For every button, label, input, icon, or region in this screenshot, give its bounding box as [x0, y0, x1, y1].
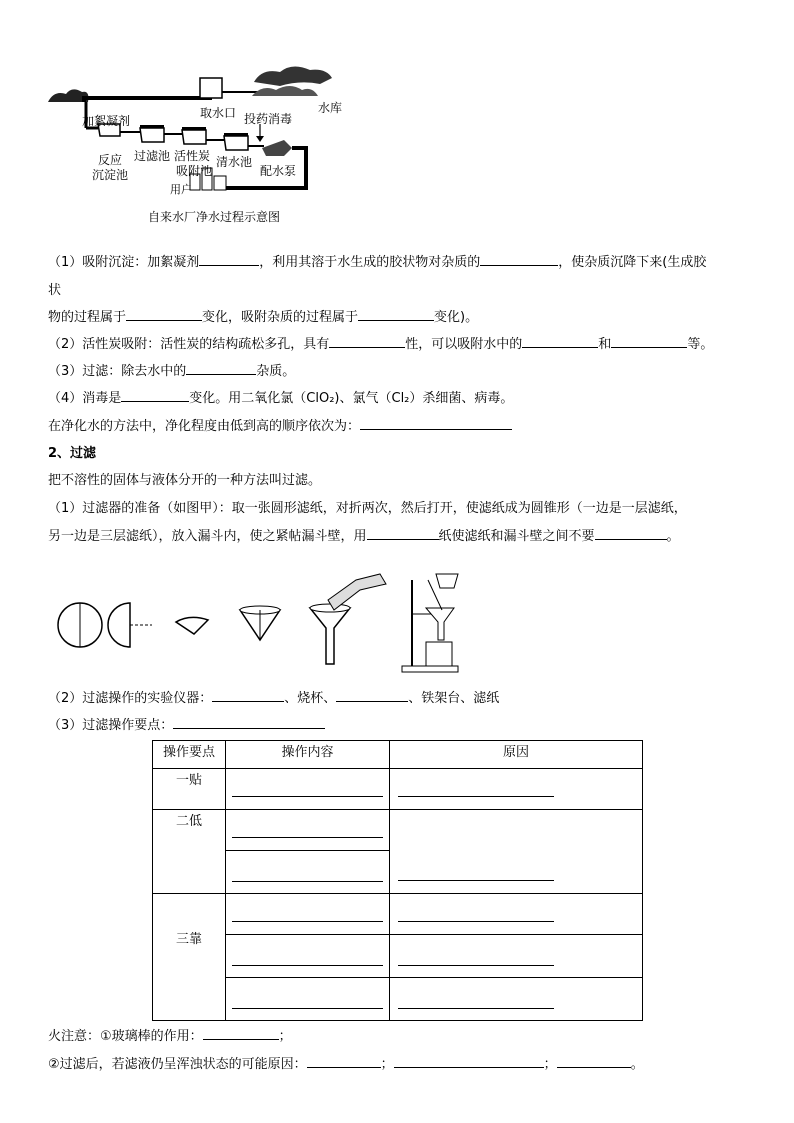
cell-three-lean-content-1[interactable] [226, 894, 390, 935]
text-p1b: ，利用其溶于水生成的胶状物对杂质的 [259, 255, 481, 270]
blank-instrument-2[interactable] [336, 687, 408, 702]
filter-prep-line2: 另一边是三层滤纸），放入漏斗内，使之紧帖漏斗壁，用 纸使滤纸和漏斗壁之间不要 。 [48, 525, 680, 544]
paragraph-change-type [48, 306, 478, 325]
blank-adsorb-1[interactable] [522, 333, 598, 348]
label-clean-water-tank: 清水池 [216, 155, 253, 169]
blank-glass-rod[interactable] [203, 1025, 279, 1040]
instruments-line [48, 687, 499, 706]
header-reason: 原因 [390, 741, 643, 769]
text-p2c: 和 [598, 337, 612, 352]
row-three-lean [153, 894, 226, 1021]
filter-paper-quarter [176, 617, 208, 634]
blank-key-points[interactable] [173, 714, 325, 729]
text-p1a: （1）吸附沉淀：加絮凝剂 [48, 255, 200, 270]
label-distribution-pump: 配水泵 [260, 164, 297, 178]
text-n2b: ； [380, 1057, 394, 1072]
filter-paper-folding-figure [50, 570, 470, 675]
text-q1c: 纸使滤纸和漏斗壁之间不要 [438, 529, 595, 544]
blank-impurity[interactable] [186, 360, 256, 375]
blank-property[interactable] [329, 333, 405, 348]
blank-instrument-1[interactable] [212, 687, 284, 702]
clean-water-tank [224, 136, 248, 150]
label-reservoir: 水库 [318, 101, 343, 115]
funnel-icon [310, 608, 350, 664]
text-n2a: ②过滤后，若滤液仍呈浑浊状态的可能原因： [48, 1057, 307, 1072]
cell-three-lean-content-2[interactable] [226, 935, 390, 978]
paragraph-purification-order [48, 415, 512, 434]
note-turbid-filtrate [48, 1053, 644, 1072]
blank-adsorb[interactable] [480, 251, 558, 266]
cell-two-low-content-2[interactable] [226, 851, 390, 894]
carbon-tank [182, 130, 206, 144]
text-p1g: 变化)。 [434, 310, 479, 325]
text-q2c: 、铁架台、滤纸 [408, 691, 500, 706]
cell-one-stick-reason[interactable] [390, 769, 643, 810]
filter-prep-line1: （1）过滤器的准备（如图甲）：取一张圆形滤纸，对折两次，然后打开，使滤纸成为圆锥形（一边是一层滤纸， [48, 501, 687, 516]
header-operation: 操作内容 [226, 741, 390, 769]
diagram-caption: 自来水厂净水过程示意图 [148, 210, 281, 224]
label-three-lean: 三靠 [175, 931, 202, 947]
label-one-stick: 一贴 [175, 773, 202, 788]
water-treatment-flow-figure [40, 62, 360, 202]
text-p1c: ，使杂质沉降下来(生成胶 [558, 255, 707, 270]
note-glass-rod [48, 1025, 292, 1044]
user-building-icon [214, 176, 226, 190]
text-p1d: 状 [48, 283, 62, 298]
text-p3b: 杂质。 [256, 364, 296, 379]
text-p1e: 物的过程属于 [48, 310, 127, 325]
label-user: 用户 [170, 183, 192, 196]
filtration-definition: 把不溶性的固体与液体分开的一种方法叫过滤。 [48, 473, 322, 488]
label-reaction: 反应 [98, 153, 123, 167]
text-q3: （3）过滤操作要点： [48, 718, 174, 733]
blank-coagulant[interactable] [199, 251, 259, 266]
pouring-beaker-icon [436, 574, 458, 588]
text-p2d: 等。 [687, 337, 714, 352]
paragraph-filtration [48, 360, 295, 379]
blank-reason-3[interactable] [557, 1053, 631, 1068]
label-filter-tank: 过滤池 [134, 149, 171, 163]
cell-three-lean-reason-3[interactable] [390, 978, 643, 1021]
label-sedimentation-tank: 沉淀池 [92, 168, 129, 182]
cell-two-low-content-1[interactable] [226, 810, 390, 851]
cell-one-stick-content[interactable] [226, 769, 390, 810]
blank-bubbles[interactable] [595, 525, 667, 540]
section-title-filtration: 2、过滤 [48, 446, 97, 461]
label-two-low: 二低 [175, 814, 202, 829]
text-n1b: ； [278, 1029, 292, 1044]
row-two-low [153, 810, 226, 894]
text-q2b: 、烧杯、 [284, 691, 337, 706]
cell-three-lean-content-3[interactable] [226, 978, 390, 1021]
blank-change-1[interactable] [126, 306, 202, 321]
beaker-icon [426, 642, 452, 666]
text-n1a: 火注意：①玻璃棒的作用： [48, 1029, 203, 1044]
reservoir-hill-icon [252, 86, 318, 96]
cell-two-low-reason[interactable] [390, 810, 643, 894]
filtration-operations-table [152, 740, 643, 1021]
text-n2d: 。 [630, 1057, 644, 1072]
key-points-line [48, 714, 325, 733]
filter-paper-half [108, 603, 130, 647]
filter-tank [140, 128, 164, 142]
reservoir-cloud-icon [254, 66, 332, 86]
blank-adsorb-2[interactable] [611, 333, 687, 348]
text-p5: 在净化水的方法中，净化程度由低到高的顺序依次为： [48, 419, 361, 434]
label-add-disinfectant: 投药消毒 [244, 112, 293, 126]
intake-box [200, 78, 222, 98]
text-p2a: （2）活性炭吸附：活性炭的结构疏松多孔，具有 [48, 337, 330, 352]
text-n2c: ； [543, 1057, 557, 1072]
paragraph-adsorption-sedimentation [48, 251, 706, 270]
paragraph-activated-carbon [48, 333, 713, 352]
text-p4a: （4）消毒是 [48, 391, 122, 406]
hand-icon [328, 574, 386, 610]
label-water-intake: 取水口 [200, 106, 237, 120]
blank-reason-1[interactable] [307, 1053, 381, 1068]
paragraph-disinfection [48, 387, 513, 406]
text-q1b: 另一边是三层滤纸），放入漏斗内，使之紧帖漏斗壁，用 [48, 529, 367, 544]
text-p1f: 变化，吸附杂质的过程属于 [202, 310, 359, 325]
pump-icon [262, 140, 292, 156]
label-add-coagulant: 加絮凝剂 [82, 114, 131, 128]
blank-reason-2[interactable] [394, 1053, 544, 1068]
cell-three-lean-reason-2[interactable] [390, 935, 643, 978]
header-key-point: 操作要点 [153, 741, 226, 769]
stand-funnel-icon [426, 608, 454, 640]
label-adsorption-tank: 吸附池 [176, 164, 213, 178]
blank-wet-paper[interactable] [367, 525, 439, 540]
cell-three-lean-reason-1[interactable] [390, 894, 643, 935]
blank-purification-order[interactable] [360, 415, 512, 430]
blank-change-2[interactable] [358, 306, 434, 321]
text-p2b: 性，可以吸附水中的 [405, 337, 523, 352]
text-p4b: 变化。用二氧化氯（ClO₂)、氯气（Cl₂）杀细菌、病毒。 [189, 391, 514, 406]
label-activated-carbon: 活性炭 [174, 149, 211, 163]
blank-disinfection-change[interactable] [121, 387, 189, 402]
row-one-stick [153, 769, 226, 810]
text-p3a: （3）过滤：除去水中的 [48, 364, 187, 379]
text-q2a: （2）过滤操作的实验仪器： [48, 691, 213, 706]
